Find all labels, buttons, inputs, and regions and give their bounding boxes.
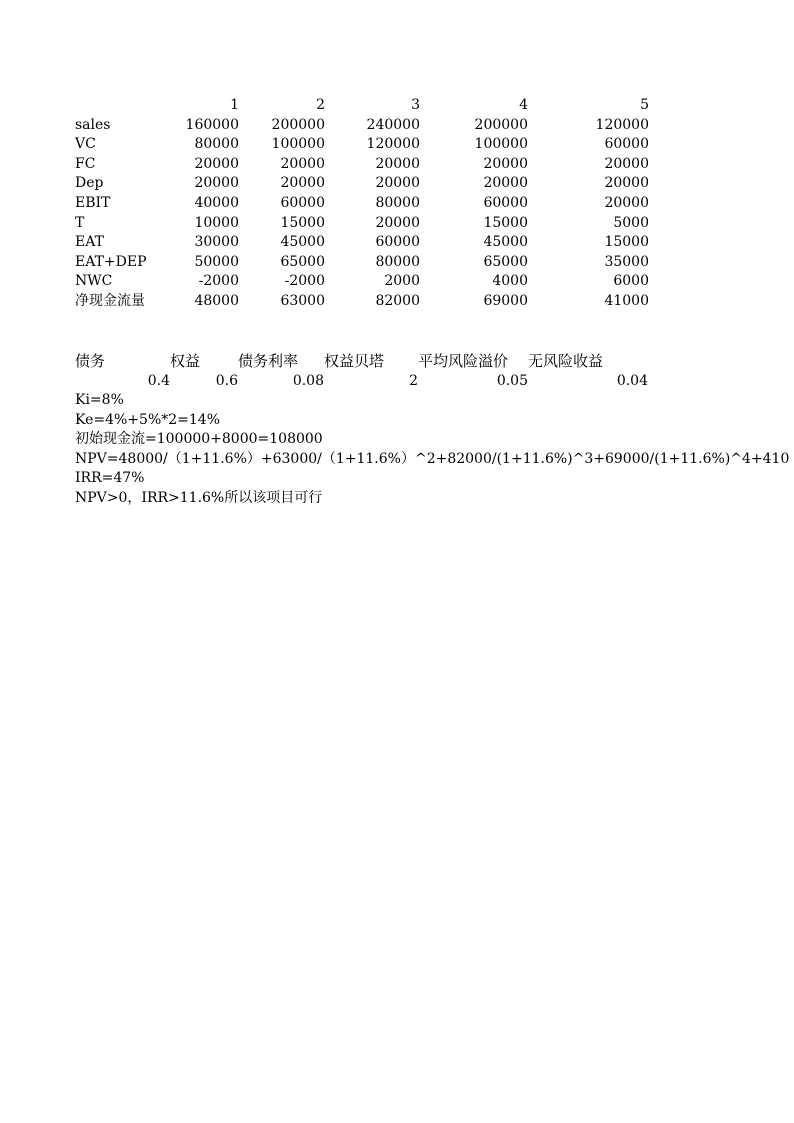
year-header: 1 xyxy=(230,97,239,113)
wacc-inputs-table xyxy=(75,352,648,391)
table-cell: 60000 xyxy=(483,194,528,211)
table-cell: 20000 xyxy=(280,175,325,192)
table-cell: 60000 xyxy=(604,136,649,153)
table-cell: 20000 xyxy=(604,175,649,192)
row-label: EBIT xyxy=(75,194,111,211)
table-cell: 48000 xyxy=(194,292,239,309)
table-cell: 69000 xyxy=(483,292,528,309)
wacc-header-debt-rate: 债务利率 xyxy=(238,352,299,370)
wacc-grid xyxy=(75,352,648,391)
table-row xyxy=(75,214,649,234)
table-cell: 63000 xyxy=(280,292,325,309)
table-cell: 20000 xyxy=(483,175,528,192)
table-cell: 6000 xyxy=(613,273,649,290)
table-cell: 80000 xyxy=(194,136,239,153)
row-label: EAT+DEP xyxy=(75,253,147,270)
ke-note: Ke=4%+5%*2=14% xyxy=(75,411,221,428)
table-cell: -2000 xyxy=(284,273,325,290)
ki-note: Ki=8% xyxy=(75,392,124,408)
table-cell: 4000 xyxy=(492,273,528,290)
table-cell: 120000 xyxy=(595,116,649,133)
wacc-header-equity-beta: 权益贝塔 xyxy=(324,352,385,370)
table-cell: 15000 xyxy=(604,234,649,251)
wacc-value-row xyxy=(75,372,648,392)
initial-cashflow-note: 初始现金流=100000+8000=108000 xyxy=(75,431,323,448)
table-cell: 80000 xyxy=(375,194,420,211)
table-cell: 15000 xyxy=(280,214,325,231)
table-row xyxy=(75,194,649,214)
table-cell: 10000 xyxy=(194,214,239,231)
corner-cell xyxy=(75,96,167,116)
table-cell: 30000 xyxy=(194,234,239,251)
conclusion-note: NPV>0，IRR>11.6%所以该项目可行 xyxy=(75,489,323,506)
table-cell: 45000 xyxy=(483,234,528,251)
table-cell: 100000 xyxy=(271,136,325,153)
table-cell: 20000 xyxy=(483,155,528,172)
table-cell: 20000 xyxy=(194,175,239,192)
wacc-header-debt: 债务 xyxy=(75,352,106,370)
table-cell: 20000 xyxy=(194,155,239,172)
table-cell: 41000 xyxy=(604,292,649,309)
table-cell: 200000 xyxy=(271,116,325,133)
table-cell: 20000 xyxy=(375,155,420,172)
cash-flow-grid xyxy=(75,96,649,312)
table-cell: 160000 xyxy=(185,116,239,133)
wacc-header-equity: 权益 xyxy=(170,352,201,370)
row-label: sales xyxy=(75,116,111,133)
table-cell: 5000 xyxy=(613,214,649,231)
row-label: NWC xyxy=(75,273,113,290)
table-cell: 65000 xyxy=(483,253,528,270)
table-cell: 82000 xyxy=(375,292,420,309)
table-cell: 15000 xyxy=(483,214,528,231)
year-header: 4 xyxy=(519,97,528,113)
wacc-header-row xyxy=(75,352,648,372)
table-cell: 65000 xyxy=(280,253,325,270)
table-cell: 200000 xyxy=(474,116,528,133)
year-header-row xyxy=(75,96,649,116)
table-row xyxy=(75,272,649,292)
table-row xyxy=(75,253,649,273)
table-cell: 20000 xyxy=(375,214,420,231)
wacc-value-risk-premium: 0.05 xyxy=(496,372,528,389)
table-row xyxy=(75,233,649,253)
table-cell: 20000 xyxy=(280,155,325,172)
table-row xyxy=(75,116,649,136)
wacc-value-equity: 0.6 xyxy=(215,372,238,389)
table-cell: 80000 xyxy=(375,253,420,270)
wacc-value-risk-free: 0.04 xyxy=(616,372,648,389)
year-header: 3 xyxy=(411,97,420,113)
row-label: EAT xyxy=(75,234,104,251)
table-cell: 100000 xyxy=(474,136,528,153)
row-label: VC xyxy=(75,136,96,153)
table-cell: 240000 xyxy=(366,116,420,133)
table-cell: 60000 xyxy=(375,234,420,251)
table-cell: -2000 xyxy=(198,273,239,290)
npv-formula-note: NPV=48000/（1+11.6%）+63000/（1+11.6%）^2+82000/(1+11.6%)^3+69000/(1+11.6%)^4+410 xyxy=(75,450,790,467)
table-row xyxy=(75,135,649,155)
table-cell: 50000 xyxy=(194,253,239,270)
table-row xyxy=(75,174,649,194)
wacc-header-risk-premium: 平均风险溢价 xyxy=(418,352,509,370)
calculation-notes xyxy=(75,391,790,509)
table-row xyxy=(75,292,649,312)
table-cell: 60000 xyxy=(280,194,325,211)
wacc-value-equity-beta: 2 xyxy=(409,372,418,389)
table-cell: 35000 xyxy=(604,253,649,270)
table-cell: 45000 xyxy=(280,234,325,251)
table-cell: 20000 xyxy=(604,194,649,211)
irr-note: IRR=47% xyxy=(75,470,145,487)
year-header: 5 xyxy=(640,97,649,113)
row-label: T xyxy=(75,214,85,231)
table-cell: 20000 xyxy=(604,155,649,172)
table-cell: 2000 xyxy=(384,273,420,290)
table-cell: 120000 xyxy=(366,136,420,153)
wacc-header-risk-free: 无风险收益 xyxy=(528,352,604,370)
row-label: FC xyxy=(75,155,96,172)
row-label: Dep xyxy=(75,175,104,192)
year-header: 2 xyxy=(316,97,325,113)
table-row xyxy=(75,155,649,175)
wacc-value-debt-rate: 0.08 xyxy=(292,372,324,389)
table-cell: 20000 xyxy=(375,175,420,192)
wacc-value-debt: 0.4 xyxy=(147,372,170,389)
table-cell: 40000 xyxy=(194,194,239,211)
cash-flow-table xyxy=(75,96,765,312)
row-label: 净现金流量 xyxy=(75,292,145,309)
cash-flow-body xyxy=(75,96,649,312)
